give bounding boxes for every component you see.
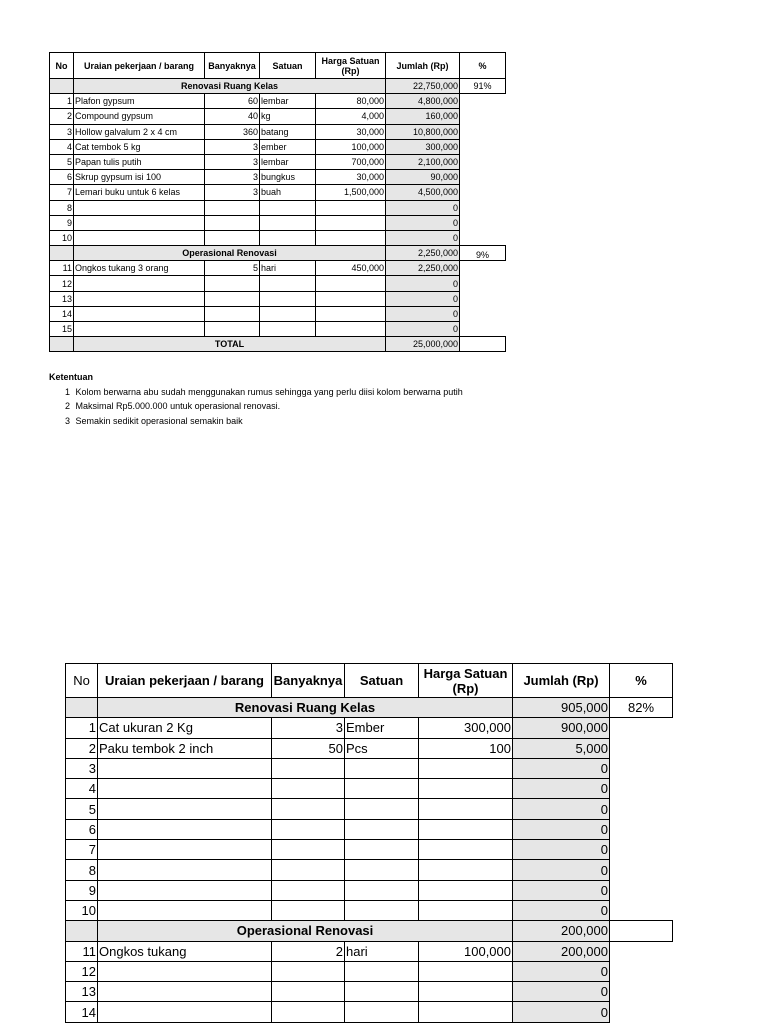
header-row xyxy=(66,664,673,698)
table-row xyxy=(66,880,673,900)
row-unit[interactable] xyxy=(345,779,419,799)
row-amount: 0 xyxy=(386,306,460,321)
section-row xyxy=(66,921,673,941)
row-quantity[interactable] xyxy=(205,276,260,291)
row-description[interactable]: Paku tembok 2 inch xyxy=(98,738,272,758)
table-row xyxy=(66,860,673,880)
row-unit[interactable] xyxy=(345,758,419,778)
table-row xyxy=(50,261,506,276)
row-description[interactable]: Compound gypsum xyxy=(74,109,205,124)
row-description[interactable] xyxy=(98,880,272,900)
row-unit[interactable] xyxy=(260,322,316,337)
table-row xyxy=(66,758,673,778)
row-unit-price[interactable] xyxy=(419,779,513,799)
table-row xyxy=(66,799,673,819)
row-description[interactable] xyxy=(74,322,205,337)
row-description[interactable] xyxy=(74,230,205,245)
row-number: 5 xyxy=(66,799,98,819)
row-amount: 0 xyxy=(386,276,460,291)
row-unit-price[interactable] xyxy=(316,230,386,245)
section-row xyxy=(50,79,506,94)
row-number: 4 xyxy=(50,139,74,154)
row-quantity[interactable] xyxy=(272,900,345,920)
row-quantity[interactable] xyxy=(205,230,260,245)
header-quantity: Banyaknya xyxy=(272,664,345,698)
notes-title: Ketentuan xyxy=(49,372,94,382)
row-quantity[interactable] xyxy=(272,860,345,880)
row-amount: 0 xyxy=(513,982,610,1002)
header-description: Uraian pekerjaan / barang xyxy=(74,53,205,79)
table-row xyxy=(50,291,506,306)
row-unit-price[interactable]: 30,000 xyxy=(316,170,386,185)
table-row xyxy=(50,230,506,245)
row-description[interactable]: Papan tulis putih xyxy=(74,154,205,169)
row-unit[interactable] xyxy=(260,306,316,321)
table-row xyxy=(50,322,506,337)
t2-s2-body xyxy=(66,941,673,1022)
row-amount: 0 xyxy=(386,291,460,306)
row-description[interactable] xyxy=(98,982,272,1002)
row-number: 4 xyxy=(66,779,98,799)
table-row xyxy=(66,961,673,981)
t1-s1-body xyxy=(50,94,506,246)
row-description[interactable]: Cat ukuran 2 Kg xyxy=(98,718,272,738)
row-unit[interactable]: lembar xyxy=(260,154,316,169)
row-amount: 0 xyxy=(513,819,610,839)
table-row xyxy=(50,215,506,230)
row-number: 10 xyxy=(50,230,74,245)
section-title: Operasional Renovasi xyxy=(98,921,513,941)
header-percent: % xyxy=(460,53,506,79)
section-title: Operasional Renovasi xyxy=(74,246,386,261)
header-unit-price: Harga Satuan (Rp) xyxy=(316,53,386,79)
note-item: 2 Maksimal Rp5.000.000 untuk operasional renovasi. xyxy=(65,401,281,411)
row-number: 7 xyxy=(50,185,74,200)
row-unit[interactable] xyxy=(345,860,419,880)
row-number: 1 xyxy=(50,94,74,109)
row-unit-price[interactable] xyxy=(316,306,386,321)
row-quantity[interactable]: 5 xyxy=(205,261,260,276)
row-number: 10 xyxy=(66,900,98,920)
row-unit[interactable]: kg xyxy=(260,109,316,124)
row-unit-price[interactable]: 100,000 xyxy=(316,139,386,154)
row-unit-price[interactable] xyxy=(419,1002,513,1022)
row-description[interactable] xyxy=(98,860,272,880)
row-number: 7 xyxy=(66,840,98,860)
row-number: 13 xyxy=(50,291,74,306)
header-quantity: Banyaknya xyxy=(205,53,260,79)
row-unit-price[interactable]: 4,000 xyxy=(316,109,386,124)
row-quantity[interactable] xyxy=(272,799,345,819)
budget-table-large xyxy=(65,663,673,1023)
row-quantity[interactable]: 60 xyxy=(205,94,260,109)
header-unit-price: Harga Satuan (Rp) xyxy=(419,664,513,698)
table-row xyxy=(50,139,506,154)
table-row xyxy=(66,941,673,961)
row-unit-price[interactable]: 300,000 xyxy=(419,718,513,738)
total-label: TOTAL xyxy=(74,337,386,352)
row-quantity[interactable] xyxy=(205,291,260,306)
row-amount: 0 xyxy=(386,230,460,245)
row-unit-price[interactable] xyxy=(419,819,513,839)
row-unit[interactable] xyxy=(260,276,316,291)
row-amount: 0 xyxy=(513,900,610,920)
row-quantity[interactable]: 3 xyxy=(205,185,260,200)
section-row xyxy=(66,698,673,718)
row-unit-price[interactable] xyxy=(419,880,513,900)
header-no: No xyxy=(50,53,74,79)
row-unit[interactable] xyxy=(260,291,316,306)
row-number: 1 xyxy=(66,718,98,738)
row-unit[interactable] xyxy=(345,961,419,981)
row-number: 5 xyxy=(50,154,74,169)
row-description[interactable]: Ongkos tukang 3 orang xyxy=(74,261,205,276)
row-unit-price[interactable] xyxy=(419,758,513,778)
table-row xyxy=(50,185,506,200)
header-percent: % xyxy=(610,664,673,698)
section-row xyxy=(50,246,506,261)
row-number: 14 xyxy=(66,1002,98,1022)
row-number: 12 xyxy=(66,961,98,981)
row-number: 9 xyxy=(50,215,74,230)
table-row xyxy=(50,306,506,321)
row-description[interactable] xyxy=(74,215,205,230)
row-unit[interactable]: buah xyxy=(260,185,316,200)
row-description[interactable] xyxy=(98,779,272,799)
row-number: 6 xyxy=(50,170,74,185)
row-quantity[interactable] xyxy=(205,322,260,337)
t1-s2-body xyxy=(50,261,506,337)
row-description[interactable]: Hollow galvalum 2 x 4 cm xyxy=(74,124,205,139)
row-amount: 5,000 xyxy=(513,738,610,758)
row-amount: 4,500,000 xyxy=(386,185,460,200)
row-amount: 300,000 xyxy=(386,139,460,154)
row-number: 15 xyxy=(50,322,74,337)
section-subtotal: 200,000 xyxy=(513,921,610,941)
row-amount: 200,000 xyxy=(513,941,610,961)
table-row xyxy=(50,124,506,139)
row-description[interactable] xyxy=(98,900,272,920)
row-unit[interactable]: hari xyxy=(345,941,419,961)
row-unit-price[interactable] xyxy=(316,322,386,337)
row-unit-price[interactable]: 100 xyxy=(419,738,513,758)
row-number: 6 xyxy=(66,819,98,839)
row-description[interactable] xyxy=(74,276,205,291)
row-unit-price[interactable] xyxy=(419,799,513,819)
table-row xyxy=(50,276,506,291)
row-number: 3 xyxy=(66,758,98,778)
table-row xyxy=(50,200,506,215)
row-amount: 0 xyxy=(513,840,610,860)
row-unit[interactable]: bungkus xyxy=(260,170,316,185)
row-unit-price[interactable]: 100,000 xyxy=(419,941,513,961)
section-percent: 9% xyxy=(460,246,506,261)
row-unit[interactable] xyxy=(345,900,419,920)
row-description[interactable] xyxy=(98,1002,272,1022)
row-quantity[interactable]: 3 xyxy=(272,718,345,738)
row-unit[interactable]: Ember xyxy=(345,718,419,738)
table-row xyxy=(66,982,673,1002)
row-quantity[interactable]: 3 xyxy=(205,139,260,154)
row-unit-price[interactable] xyxy=(419,840,513,860)
row-unit[interactable] xyxy=(345,799,419,819)
header-amount: Jumlah (Rp) xyxy=(386,53,460,79)
section-subtotal: 2,250,000 xyxy=(386,246,460,261)
row-unit-price[interactable] xyxy=(419,900,513,920)
total-row xyxy=(50,337,506,352)
table-row xyxy=(66,900,673,920)
row-unit[interactable]: lembar xyxy=(260,94,316,109)
row-number: 13 xyxy=(66,982,98,1002)
row-amount: 90,000 xyxy=(386,170,460,185)
row-quantity[interactable] xyxy=(205,215,260,230)
row-number: 2 xyxy=(50,109,74,124)
row-description[interactable] xyxy=(98,961,272,981)
total-value: 25,000,000 xyxy=(386,337,460,352)
row-unit[interactable]: hari xyxy=(260,261,316,276)
row-amount: 10,800,000 xyxy=(386,124,460,139)
row-description[interactable]: Skrup gypsum isi 100 xyxy=(74,170,205,185)
row-quantity[interactable]: 3 xyxy=(205,170,260,185)
table-row xyxy=(66,718,673,738)
note-item: 1 Kolom berwarna abu sudah menggunakan rumus sehingga yang perlu diisi kolom berwarna putih xyxy=(65,386,463,397)
header-description: Uraian pekerjaan / barang xyxy=(98,664,272,698)
row-amount: 0 xyxy=(513,961,610,981)
row-amount: 0 xyxy=(513,779,610,799)
note-item: 3 Semakin sedikit operasional semakin baik xyxy=(65,415,243,426)
table-row xyxy=(50,154,506,169)
t2-s1-body xyxy=(66,718,673,921)
row-quantity[interactable]: 40 xyxy=(205,109,260,124)
row-amount: 0 xyxy=(513,880,610,900)
row-unit[interactable] xyxy=(345,1002,419,1022)
row-quantity[interactable]: 50 xyxy=(272,738,345,758)
table-row xyxy=(66,738,673,758)
section-subtotal: 22,750,000 xyxy=(386,79,460,94)
row-unit-price[interactable]: 1,500,000 xyxy=(316,185,386,200)
row-amount: 900,000 xyxy=(513,718,610,738)
row-quantity[interactable] xyxy=(272,982,345,1002)
row-unit[interactable]: Pcs xyxy=(345,738,419,758)
budget-table-small xyxy=(49,52,506,352)
row-quantity[interactable]: 360 xyxy=(205,124,260,139)
section-percent: 82% xyxy=(610,698,673,718)
row-unit[interactable] xyxy=(260,230,316,245)
row-unit-price[interactable]: 700,000 xyxy=(316,154,386,169)
row-unit[interactable] xyxy=(345,819,419,839)
row-unit-price[interactable] xyxy=(419,860,513,880)
row-quantity[interactable] xyxy=(205,200,260,215)
row-description[interactable] xyxy=(74,200,205,215)
row-description[interactable]: Lemari buku untuk 6 kelas xyxy=(74,185,205,200)
row-number: 8 xyxy=(50,200,74,215)
row-quantity[interactable]: 3 xyxy=(205,154,260,169)
row-number: 2 xyxy=(66,738,98,758)
row-description[interactable] xyxy=(74,306,205,321)
table-row xyxy=(50,94,506,109)
row-unit[interactable] xyxy=(260,215,316,230)
row-unit[interactable] xyxy=(345,840,419,860)
row-quantity[interactable] xyxy=(272,758,345,778)
row-unit-price[interactable] xyxy=(316,291,386,306)
row-unit-price[interactable] xyxy=(316,276,386,291)
row-description[interactable] xyxy=(98,758,272,778)
section-title: Renovasi Ruang Kelas xyxy=(98,698,513,718)
section-percent: 91% xyxy=(460,79,506,94)
row-unit[interactable]: batang xyxy=(260,124,316,139)
table-row xyxy=(50,109,506,124)
row-amount: 0 xyxy=(386,322,460,337)
section-title: Renovasi Ruang Kelas xyxy=(74,79,386,94)
row-description[interactable]: Cat tembok 5 kg xyxy=(74,139,205,154)
row-unit[interactable] xyxy=(345,982,419,1002)
row-amount: 2,100,000 xyxy=(386,154,460,169)
row-amount: 0 xyxy=(386,215,460,230)
row-number: 12 xyxy=(50,276,74,291)
row-amount: 0 xyxy=(513,860,610,880)
row-amount: 4,800,000 xyxy=(386,94,460,109)
row-amount: 0 xyxy=(513,1002,610,1022)
row-amount: 160,000 xyxy=(386,109,460,124)
row-description[interactable] xyxy=(74,291,205,306)
row-number: 8 xyxy=(66,860,98,880)
row-unit-price[interactable] xyxy=(419,961,513,981)
header-row xyxy=(50,53,506,79)
row-quantity[interactable] xyxy=(272,1002,345,1022)
row-description[interactable]: Ongkos tukang xyxy=(98,941,272,961)
row-number: 11 xyxy=(50,261,74,276)
row-amount: 0 xyxy=(513,799,610,819)
row-description[interactable] xyxy=(98,840,272,860)
row-unit-price[interactable]: 80,000 xyxy=(316,94,386,109)
row-unit[interactable] xyxy=(260,200,316,215)
row-quantity[interactable] xyxy=(205,306,260,321)
table-row xyxy=(66,819,673,839)
row-quantity[interactable] xyxy=(272,819,345,839)
row-number: 9 xyxy=(66,880,98,900)
row-unit-price[interactable] xyxy=(316,215,386,230)
row-unit-price[interactable]: 30,000 xyxy=(316,124,386,139)
row-amount: 2,250,000 xyxy=(386,261,460,276)
table-row xyxy=(50,170,506,185)
row-amount: 0 xyxy=(386,200,460,215)
row-description[interactable] xyxy=(98,799,272,819)
header-unit: Satuan xyxy=(345,664,419,698)
row-amount: 0 xyxy=(513,758,610,778)
row-number: 3 xyxy=(50,124,74,139)
table-row xyxy=(66,1002,673,1022)
row-quantity[interactable] xyxy=(272,961,345,981)
row-description[interactable] xyxy=(98,819,272,839)
row-unit[interactable] xyxy=(345,880,419,900)
header-amount: Jumlah (Rp) xyxy=(513,664,610,698)
header-no: No xyxy=(66,664,98,698)
row-unit-price[interactable] xyxy=(316,200,386,215)
row-unit-price[interactable]: 450,000 xyxy=(316,261,386,276)
notes-section xyxy=(49,370,463,428)
row-unit[interactable]: ember xyxy=(260,139,316,154)
row-quantity[interactable] xyxy=(272,880,345,900)
header-unit: Satuan xyxy=(260,53,316,79)
row-number: 14 xyxy=(50,306,74,321)
row-unit-price[interactable] xyxy=(419,982,513,1002)
row-quantity[interactable] xyxy=(272,779,345,799)
row-number: 11 xyxy=(66,941,98,961)
row-description[interactable]: Plafon gypsum xyxy=(74,94,205,109)
row-quantity[interactable]: 2 xyxy=(272,941,345,961)
section-subtotal: 905,000 xyxy=(513,698,610,718)
row-quantity[interactable] xyxy=(272,840,345,860)
table-row xyxy=(66,779,673,799)
table-row xyxy=(66,840,673,860)
